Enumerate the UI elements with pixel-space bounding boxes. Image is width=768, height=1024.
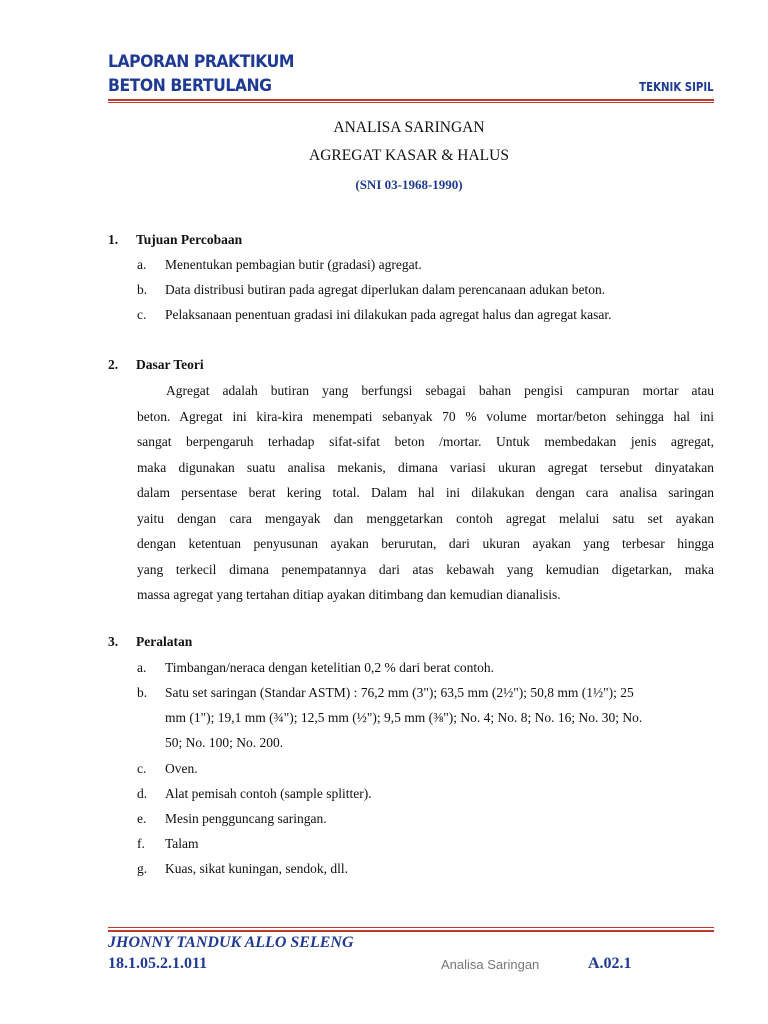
list-text: Mesin pengguncang saringan.	[165, 811, 327, 826]
list-letter: c.	[137, 307, 147, 322]
list-item-continuation: mm (1"); 19,1 mm (¾"); 12,5 mm (½"); 9,5 mm (⅜"); No. 4; No. 8; No. 16; No. 30; No.	[165, 710, 643, 725]
list-text: Menentukan pembagian butir (gradasi) agregat.	[165, 257, 422, 272]
list-item	[137, 811, 715, 827]
list-item-continuation: 50; No. 100; No. 200.	[165, 735, 284, 750]
section-title: Dasar Teori	[136, 357, 204, 372]
paragraph-line: dalam persentase berat kering total. Dalam hal ini dilakukan dengan cara analisa saringan	[137, 485, 714, 500]
list-text: Talam	[165, 836, 199, 851]
list-letter: a.	[137, 660, 147, 675]
paragraph-line: yang terkecil dimana penempatannya dari atas kebawah yang kemudian digetarkan, maka	[137, 561, 714, 577]
theory-paragraph	[137, 378, 714, 608]
section-1-heading	[108, 232, 242, 248]
paragraph-line: Agregat adalah butiran yang berfungsi sebagai bahan pengisi campuran mortar atau	[166, 383, 714, 398]
department-label: TEKNIK SIPIL	[639, 80, 714, 94]
section-number: 2.	[108, 357, 119, 372]
list-item	[137, 257, 715, 273]
list-letter: c.	[137, 761, 147, 776]
section-number: 3.	[108, 634, 119, 649]
report-title-line2: BETON BERTULANG	[108, 76, 272, 96]
list-letter: a.	[137, 257, 147, 272]
footer-rule	[108, 930, 714, 932]
list-item	[137, 282, 715, 298]
student-id: 18.1.05.2.1.011	[108, 955, 208, 972]
page-code: A.02.1	[588, 955, 632, 972]
section-number: 1.	[108, 232, 119, 247]
header-rule	[108, 99, 714, 101]
list-letter: e.	[137, 811, 147, 826]
list-item	[137, 861, 715, 877]
doc-subtitle: AGREGAT KASAR & HALUS	[309, 147, 509, 164]
list-item	[137, 761, 715, 777]
paragraph-line: yaitu dengan cara mengayak dan menggetarkan contoh agregat melalui satu set ayakan	[137, 510, 714, 526]
list-letter: d.	[137, 786, 148, 801]
list-letter: f.	[137, 836, 145, 851]
author-name: JHONNY TANDUK ALLO SELENG	[108, 934, 354, 951]
list-text: Data distribusi butiran pada agregat diperlukan dalam perencanaan adukan beton.	[165, 282, 606, 297]
list-text: Oven.	[165, 761, 198, 776]
list-text: Satu set saringan (Standar ASTM) : 76,2 mm (3"); 63,5 mm (2½"); 50,8 mm (1½"); 25	[165, 685, 634, 700]
list-text: Timbangan/neraca dengan ketelitian 0,2 % dari berat contoh.	[165, 660, 495, 675]
list-letter: g.	[137, 861, 148, 876]
doc-title: ANALISA SARINGAN	[333, 119, 485, 136]
paragraph-line: beton. Agregat ini kira-kira menempati sebanyak 70 % volume mortar/beton sehingga hal ini	[137, 408, 714, 424]
section-title: Tujuan Percobaan	[136, 232, 243, 247]
paragraph-line: sangat berpengaruh terhadap sifat-sifat beton /mortar. Untuk membedakan jenis agregat,	[137, 434, 714, 449]
section-title: Peralatan	[136, 634, 193, 649]
list-text: Pelaksanaan penentuan gradasi ini dilakukan pada agregat halus dan agregat kasar.	[165, 307, 612, 322]
list-item	[137, 660, 715, 676]
standard-reference: (SNI 03-1968-1990)	[355, 177, 463, 192]
footer-subject: Analisa Saringan	[441, 957, 540, 972]
list-letter: b.	[137, 685, 148, 700]
list-letter: b.	[137, 282, 148, 297]
section-2-heading	[108, 357, 204, 373]
report-title-line1: LAPORAN PRAKTIKUM	[108, 52, 295, 72]
footer-rule-thin	[108, 927, 714, 928]
paragraph-line: massa agregat yang tertahan ditiap ayakan ditimbang dan kemudian dianalisis.	[137, 587, 561, 602]
list-text: Alat pemisah contoh (sample splitter).	[165, 786, 372, 801]
list-item	[137, 685, 715, 701]
list-item	[137, 307, 715, 323]
header-rule-thin	[108, 102, 714, 103]
paragraph-line: dengan ketentuan penyusunan ayakan berurutan, dari ukuran ayakan yang terbesar hingga	[137, 536, 714, 551]
list-item	[137, 836, 715, 852]
list-text: Kuas, sikat kuningan, sendok, dll.	[165, 861, 348, 876]
paragraph-line: maka digunakan suatu analisa mekanis, dimana variasi ukuran agregat tersebut dinyatakan	[137, 459, 714, 475]
section-3-heading	[108, 634, 192, 650]
list-item	[137, 786, 715, 802]
